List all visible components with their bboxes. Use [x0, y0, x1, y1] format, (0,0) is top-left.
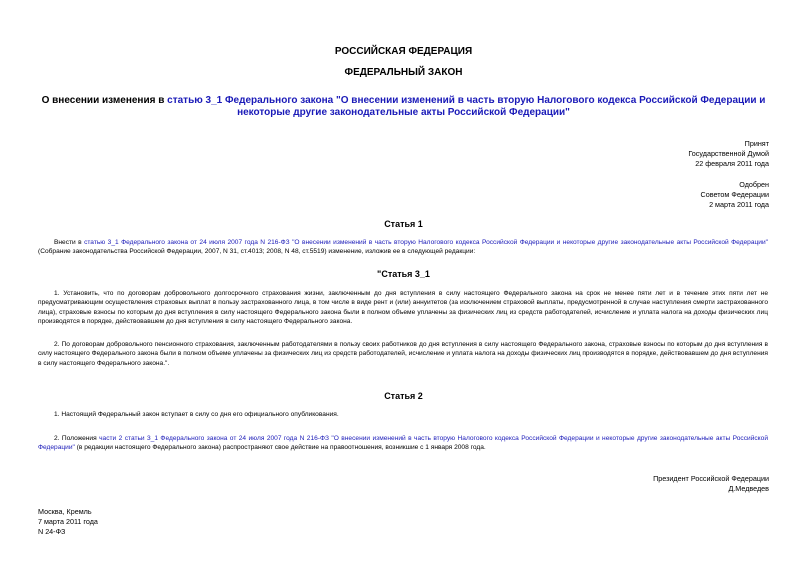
title-article-link[interactable]: статью 3_1 Федерального закона "О внесении изменений в часть вторую Налогового кодекса Российской Федерации и некоторые другие законодательные акты Российской Федерации" [167, 95, 766, 118]
article-1-paragraph-1: 1. Установить, что по договорам добровольного долгосрочного страхования жизни, заключенным до дня вступления в силу настоящего Федерального закона на срок не менее пяти лет и в течение этих пяти лет не предусматривающим осуществления страховых выплат в пользу застрахованного лица, в том числе в виде рент и (или) аннуитетов (за исключением страховой выплаты, предусмотренной в случае наступления смерти застрахованного лица), страховые взносы по которым до дня вступления в силу настоящего Федерального закона были в полном объеме уплачены за физических лиц из средств работодателей, исчисление и уплата налога на доходы физических лиц производятся в порядке, действовавшем до дня вступления в силу настоящего Федерального закона. [38, 290, 768, 325]
signature-position: Президент Российской Федерации [653, 474, 769, 483]
duma-adopted-label: Принят [744, 139, 769, 148]
title-prefix: О внесении изменения в [41, 95, 168, 106]
article-2-paragraph-2 [38, 434, 768, 453]
footer-place: Москва, Кремль [38, 507, 92, 516]
law-type-heading: ФЕДЕРАЛЬНЫЙ ЗАКОН [344, 67, 463, 78]
council-approved-label: Одобрен [739, 180, 769, 189]
article-2-p2-prefix: 2. Положения [54, 435, 100, 442]
signature-block [653, 474, 769, 494]
duma-body: Государственной Думой [688, 149, 769, 158]
country-heading: РОССИЙСКАЯ ФЕДЕРАЦИЯ [334, 46, 473, 57]
footer-number: N 24-ФЗ [38, 527, 66, 536]
article-1-paragraph-2: 2. По договорам добровольного пенсионного страхования, заключенным работодателями в пользу своих работников до дня вступления в силу настоящего Федерального закона, страховые взносы по которым до дня вступления в силу настоящего Федерального закона были в полном объеме уплачены за физических лиц из средств работодателей, исчисление и уплата налога на доходы физических лиц производятся в порядке, действовавшем до дня вступления в силу настоящего Федерального закона.". [38, 341, 768, 367]
article-3-1-subheading: "Статья 3_1 [377, 269, 430, 279]
duma-adoption [688, 139, 769, 169]
article-2-heading: Статья 2 [384, 391, 423, 401]
document-title [30, 95, 777, 119]
article-1-heading: Статья 1 [384, 219, 423, 229]
footer-block [38, 507, 98, 537]
footer-date: 7 марта 2011 года [38, 517, 98, 526]
article-1-intro-prefix: Внести в [54, 239, 85, 246]
article-2-p2-suffix: (в редакции настоящего Федерального закона) распространяют свое действие на правоотношения, возникшие с 1 января 2008 года. [74, 444, 486, 452]
council-approval [701, 180, 769, 210]
signature-name: Д.Медведев [728, 484, 769, 493]
article-1-intro-suffix: (Собрание законодательства Российской Федерации, 2007, N 31, ст.4013; 2008, N 48, ст.5519) изменение, изложив ее в следующей редакции: [38, 248, 476, 256]
council-body: Советом Федерации [700, 190, 769, 199]
article-1-intro [38, 238, 768, 257]
article-2-p2-link[interactable]: части 2 статьи 3_1 Федерального закона от 24 июля 2007 года N 216-ФЗ "О внесении изменений в часть вторую Налогового кодекса Российской Федерации и некоторые другие законодательные акты Российской Федерации" [38, 435, 768, 452]
article-2-paragraph-1: 1. Настоящий Федеральный закон вступает в силу со дня его официального опубликования. [54, 411, 339, 418]
article-1-intro-link[interactable]: статью 3_1 Федерального закона от 24 июля 2007 года N 216-ФЗ "О внесении изменений в часть вторую Налогового кодекса Российской Федерации и некоторые другие законодательные акты Российской Федерации" [84, 239, 769, 246]
council-date: 2 марта 2011 года [709, 200, 769, 209]
duma-date: 22 февраля 2011 года [695, 159, 769, 168]
